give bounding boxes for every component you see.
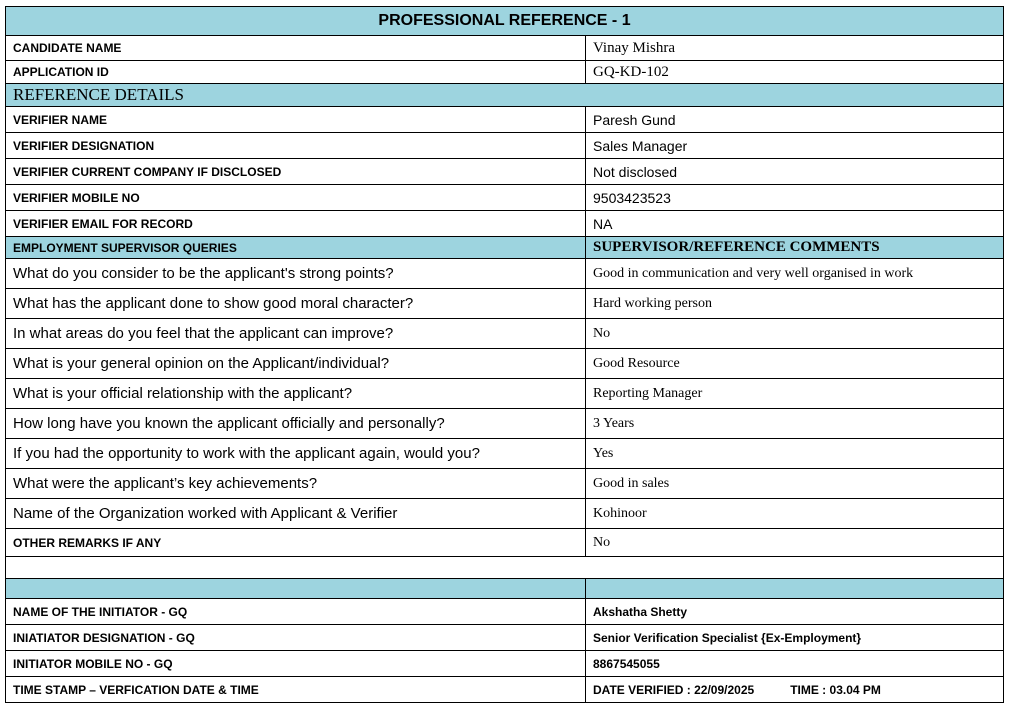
query-question: What were the applicant’s key achievements? xyxy=(6,469,586,499)
query-question: What is your general opinion on the Applicant/individual? xyxy=(6,349,586,379)
timestamp-label: TIME STAMP – VERFICATION DATE & TIME xyxy=(6,677,586,703)
application-id-value: GQ-KD-102 xyxy=(586,61,1004,84)
other-remarks-value: No xyxy=(586,529,1004,557)
blank-spacer-row xyxy=(6,557,1004,579)
initiator-designation-label: INIATIATOR DESIGNATION - GQ xyxy=(6,625,586,651)
query-question: Name of the Organization worked with Applicant & Verifier xyxy=(6,499,586,529)
verifier-email-label: VERIFIER EMAIL FOR RECORD xyxy=(6,211,586,237)
application-id-label: APPLICATION ID xyxy=(6,61,586,84)
query-question: What has the applicant done to show good moral character? xyxy=(6,289,586,319)
query-question: In what areas do you feel that the applicant can improve? xyxy=(6,319,586,349)
verifier-designation-value: Sales Manager xyxy=(586,133,1004,159)
candidate-name-value: Vinay Mishra xyxy=(586,36,1004,61)
time-verified: TIME : 03.04 PM xyxy=(790,682,881,697)
verifier-email-value: NA xyxy=(586,211,1004,237)
query-answer: No xyxy=(586,319,1004,349)
verifier-company-value: Not disclosed xyxy=(586,159,1004,185)
query-answer: Reporting Manager xyxy=(586,379,1004,409)
query-answer: Hard working person xyxy=(586,289,1004,319)
initiator-mobile-label: INITIATOR MOBILE NO - GQ xyxy=(6,651,586,677)
query-question: How long have you known the applicant officially and personally? xyxy=(6,409,586,439)
query-answer: Good in communication and very well organised in work xyxy=(586,259,1004,289)
query-answer: Good Resource xyxy=(586,349,1004,379)
date-verified: DATE VERIFIED : 22/09/2025 xyxy=(593,682,755,697)
other-remarks-label: OTHER REMARKS IF ANY xyxy=(6,529,586,557)
queries-header: EMPLOYMENT SUPERVISOR QUERIES xyxy=(6,237,586,259)
initiator-mobile-value: 8867545055 xyxy=(586,651,1004,677)
query-question: If you had the opportunity to work with the applicant again, would you? xyxy=(6,439,586,469)
verifier-mobile-label: VERIFIER MOBILE NO xyxy=(6,185,586,211)
page-title: PROFESSIONAL REFERENCE - 1 xyxy=(6,7,1004,36)
query-question: What do you consider to be the applicant's strong points? xyxy=(6,259,586,289)
initiator-name-value: Akshatha Shetty xyxy=(586,599,1004,625)
verifier-name-value: Paresh Gund xyxy=(586,107,1004,133)
initiator-name-label: NAME OF THE INITIATOR - GQ xyxy=(6,599,586,625)
initiator-band-right xyxy=(586,579,1004,599)
verifier-company-label: VERIFIER CURRENT COMPANY IF DISCLOSED xyxy=(6,159,586,185)
query-answer: Kohinoor xyxy=(586,499,1004,529)
query-question: What is your official relationship with the applicant? xyxy=(6,379,586,409)
reference-form-table xyxy=(5,6,1004,703)
verifier-mobile-value: 9503423523 xyxy=(586,185,1004,211)
comments-header: SUPERVISOR/REFERENCE COMMENTS xyxy=(586,237,1004,259)
query-answer: Good in sales xyxy=(586,469,1004,499)
query-answer: 3 Years xyxy=(586,409,1004,439)
query-answer: Yes xyxy=(586,439,1004,469)
timestamp-value xyxy=(586,677,1004,703)
reference-details-heading: REFERENCE DETAILS xyxy=(6,84,1004,107)
candidate-name-label: CANDIDATE NAME xyxy=(6,36,586,61)
initiator-designation-value: Senior Verification Specialist {Ex-Employment} xyxy=(586,625,1004,651)
initiator-band-left xyxy=(6,579,586,599)
verifier-name-label: VERIFIER NAME xyxy=(6,107,586,133)
verifier-designation-label: VERIFIER DESIGNATION xyxy=(6,133,586,159)
